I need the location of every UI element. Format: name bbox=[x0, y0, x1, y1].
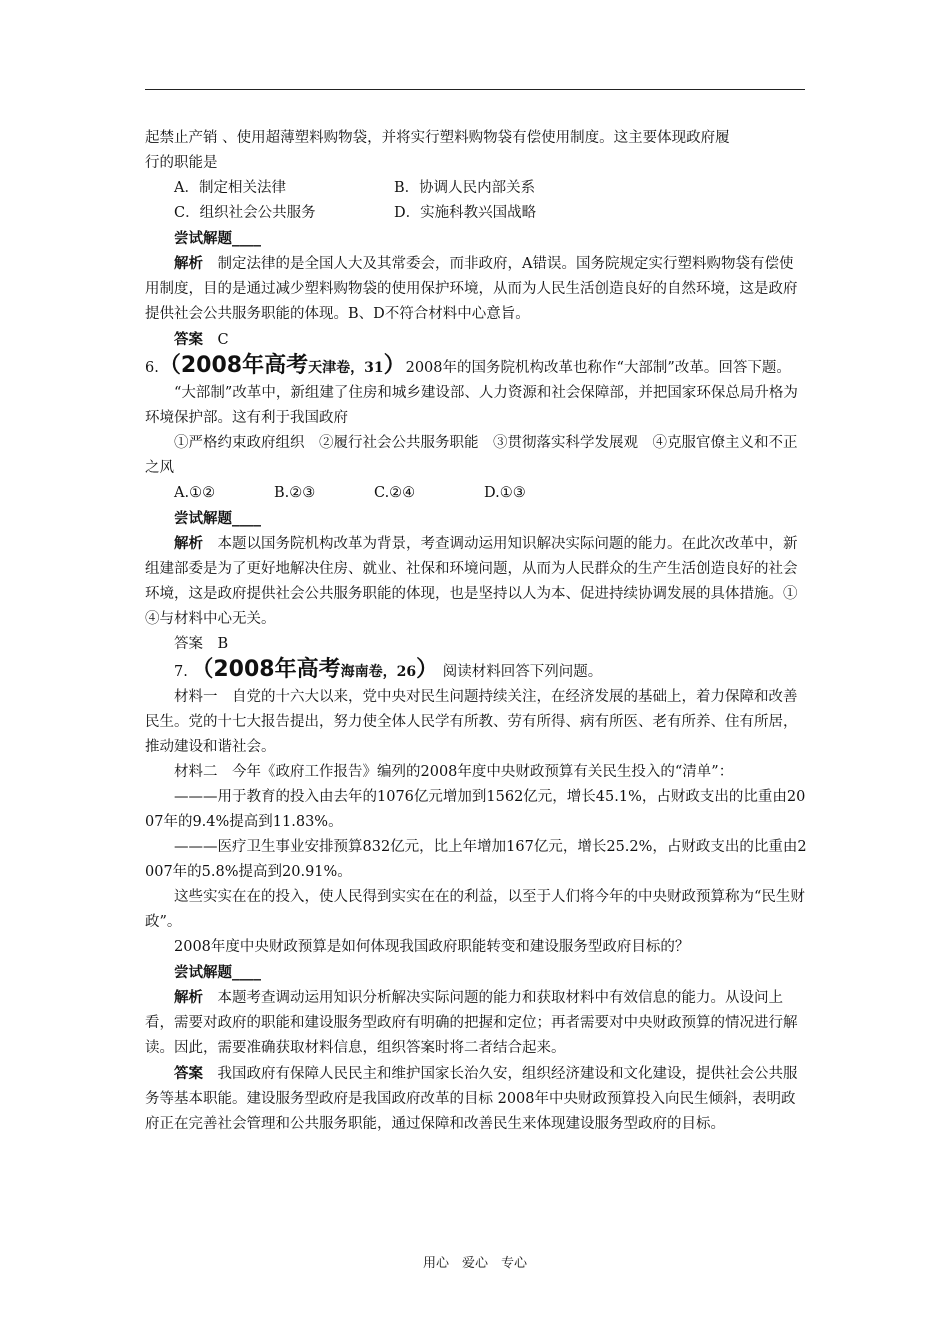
q6-analysis-text: 本题以国务院机构改革为背景，考查调动运用知识解决实际问题的能力。在此次改革中，新组建部委是为了更好地解决住房、就业、社保和环境问题，从而为人民群众的生产生活创造良好的社会环境，这是政府提供社会公共服务职能的体现，也是坚持以人为本、促进持续协调发展的具体措施。①④与材料中心无关。 bbox=[145, 536, 798, 627]
q6-heading bbox=[145, 353, 807, 381]
q6-options bbox=[145, 481, 807, 506]
q7-question: 2008年度中央财政预算是如何体现我国政府职能转变和建设服务型政府目标的？ bbox=[174, 939, 690, 955]
q7-analysis-text: 本题考查调动运用知识分析解决实际问题的能力和获取材料中有效信息的能力。从设问上看，需要对政府的职能和建设服务型政府有明确的把握和定位；再者需要对中央财政预算的情况进行解读。因此，需要准确获取材料信息，组织答案时将二者结合起来。 bbox=[145, 990, 798, 1056]
q5-analysis-text: 制定法律的是全国人大及其常委会，而非政府，A错误。国务院规定实行塑料购物袋有偿使用制度，目的是通过减少塑料购物袋的使用保护环境，从而为人民生活创造良好的自然环境，这是政府提供社会公共服务职能的体现。B、D不符合材料中心意旨。 bbox=[145, 256, 798, 322]
q6-answer bbox=[145, 632, 807, 657]
q7-material-1: 材料一 自党的十六大以来，党中央对民生问题持续关注，在经济发展的基础上，着力保障和改善民生。党的十七大报告提出，努力使全体人民学有所教、劳有所得、病有所医、老有所养、住有所居，推动建设和谐社会。 bbox=[145, 689, 798, 755]
q6-option-a: A.①② bbox=[174, 485, 216, 501]
q6-paren-close: ） bbox=[383, 353, 406, 378]
q7-paren-close: ） bbox=[416, 657, 439, 682]
q5-option-c: C．组织社会公共服务 bbox=[174, 205, 316, 221]
q5-try-label: 尝试解题____ bbox=[174, 230, 261, 247]
q5-option-b: B．协调人民内部关系 bbox=[394, 180, 536, 196]
page-footer: 用心 爱心 专心 bbox=[422, 1256, 527, 1271]
q7-material-2-health: ———医疗卫生事业安排预算832亿元，比上年增加167亿元，增长25.2%，占财政支出的比重由2007年的5.8%提高到20.91%。 bbox=[145, 839, 807, 880]
q5-option-a: A．制定相关法律 bbox=[174, 180, 286, 196]
q6-answer-label: 答案 bbox=[174, 636, 203, 652]
q7-heading bbox=[145, 657, 807, 685]
q5-option-d: D．实施科教兴国战略 bbox=[394, 205, 537, 221]
q6-material: “大部制”改革中，新组建了住房和城乡建设部、人力资源和社会保障部，并把国家环保总局升格为环境保护部。这有利于我国政府 bbox=[145, 385, 798, 426]
page-content bbox=[145, 126, 807, 1137]
q6-analysis-label: 解析 bbox=[174, 535, 203, 552]
q6-source: 天津卷，31 bbox=[308, 360, 384, 376]
q5-answer bbox=[145, 327, 807, 353]
q6-number: 6. bbox=[145, 360, 159, 376]
q6-answer-text: B bbox=[217, 636, 229, 652]
q7-try-label: 尝试解题____ bbox=[174, 964, 261, 981]
q6-items: ①严格约束政府组织 ②履行社会公共服务职能 ③贯彻落实科学发展观 ④克服官僚主义和不正之风 bbox=[145, 435, 798, 476]
q7-answer bbox=[145, 1061, 807, 1137]
q7-material-2: 材料二 今年《政府工作报告》编列的2008年度中央财政预算有关民生投入的“清单”： bbox=[174, 764, 734, 780]
q5-stem-line1: 起禁止产销 、使用超薄塑料购物袋，并将实行塑料购物袋有偿使用制度。这主要体现政府履 bbox=[145, 130, 730, 146]
q5-analysis bbox=[145, 251, 807, 327]
q5-analysis-label: 解析 bbox=[174, 255, 203, 272]
q7-number: 7. bbox=[174, 664, 188, 680]
q5-options-row1 bbox=[145, 176, 807, 201]
q6-option-b: B.②③ bbox=[274, 485, 316, 501]
q6-year: 2008年高考 bbox=[180, 353, 309, 378]
q7-analysis bbox=[145, 985, 807, 1061]
q7-paren-open: （ bbox=[202, 657, 214, 682]
q6-option-c: C.②④ bbox=[374, 485, 416, 501]
q6-paren-open: （ bbox=[158, 353, 181, 378]
q6-stem: 2008年的国务院机构改革也称作“大部制”改革。回答下题。 bbox=[405, 360, 791, 376]
q5-options-row2 bbox=[145, 201, 807, 226]
q6-analysis bbox=[145, 531, 807, 632]
q7-year: 2008年高考 bbox=[213, 657, 341, 682]
q7-analysis-label: 解析 bbox=[174, 989, 203, 1006]
q5-answer-text: C bbox=[217, 332, 229, 348]
q7-source: 海南卷，26 bbox=[340, 664, 417, 680]
q5-stem-line2: 行的职能是 bbox=[145, 155, 218, 171]
q7-answer-text: 我国政府有保障人民民主和维护国家长治久安，组织经济建设和文化建设，提供社会公共服务等基本职能。建设服务型政府是我国政府改革的目标 2008年中央财政预算投入向民生倾斜，表明政府正在完善社会管理和公共服务职能，通过保障和改善民生来体现建设服务型政府的目标。 bbox=[145, 1066, 798, 1132]
q7-answer-label: 答案 bbox=[174, 1065, 203, 1082]
q7-material-3: 这些实实在在的投入，使人民得到实实在在的利益，以至于人们将今年的中央财政预算称为“民生财政”。 bbox=[145, 889, 805, 930]
header-rule bbox=[145, 89, 805, 90]
q6-try-label: 尝试解题____ bbox=[174, 510, 261, 527]
q7-stem: 阅读材料回答下列问题。 bbox=[442, 664, 603, 680]
q7-material-2-education: ———用于教育的投入由去年的1076亿元增加到1562亿元，增长45.1%，占财政支出的比重由2007年的9.4%提高到11.83%。 bbox=[145, 789, 806, 830]
q6-option-d: D.①③ bbox=[484, 485, 526, 501]
q5-answer-label: 答案 bbox=[174, 331, 203, 348]
